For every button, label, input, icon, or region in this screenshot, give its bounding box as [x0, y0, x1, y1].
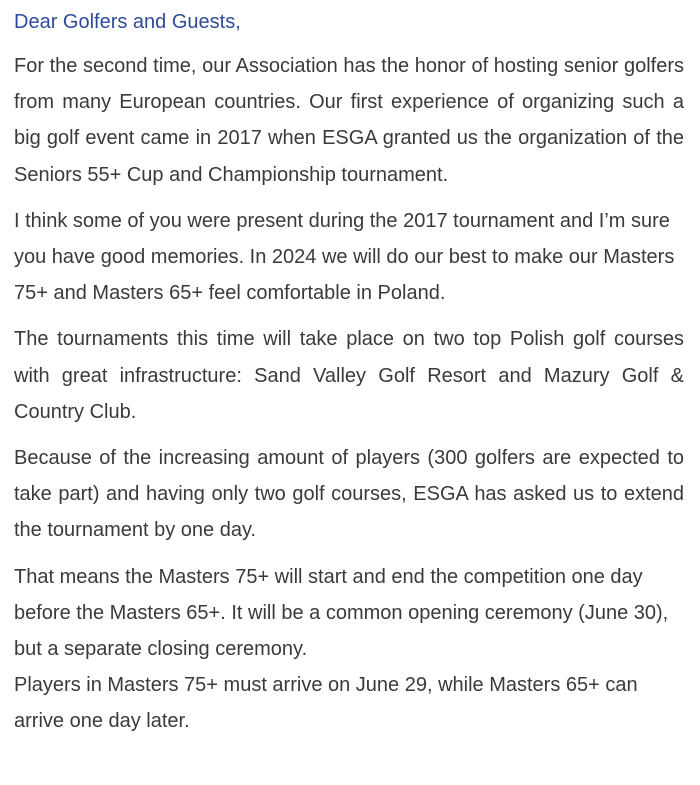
paragraph-hosting-history: For the second time, our Association has the honor of hosting senior golfers from many European countries. Our first experience of organizing such a big golf event came in 2017 when ESGA granted us the organization of the Seniors 55+ Cup and Championship tournament.	[14, 55, 684, 186]
paragraph-golf-courses: The tournaments this time will take place on two top Polish golf courses with great infrastructure: Sand Valley Golf Resort and Mazury Golf & Country Club.	[14, 328, 684, 423]
letter-greeting: Dear Golfers and Guests,	[14, 11, 241, 33]
paragraph-schedule: That means the Masters 75+ will start and end the competition one day before the Masters 65+. It will be a common opening ceremony (June 30), but a separate closing ceremony.	[14, 565, 669, 661]
paragraph-arrival: Players in Masters 75+ must arrive on June 29, while Masters 65+ can arrive one day later.	[14, 674, 638, 733]
letter-body	[14, 0, 684, 740]
paragraph-tournament-extension: Because of the increasing amount of players (300 golfers are expected to take part) and having only two golf courses, ESGA has asked us to extend the tournament by one day.	[14, 447, 684, 542]
paragraph-2024-welcome: I think some of you were present during the 2017 tournament and I’m sure you have good memories. In 2024 we will do our best to make our Masters 75+ and Masters 65+ feel comfortable in Poland.	[14, 209, 675, 305]
